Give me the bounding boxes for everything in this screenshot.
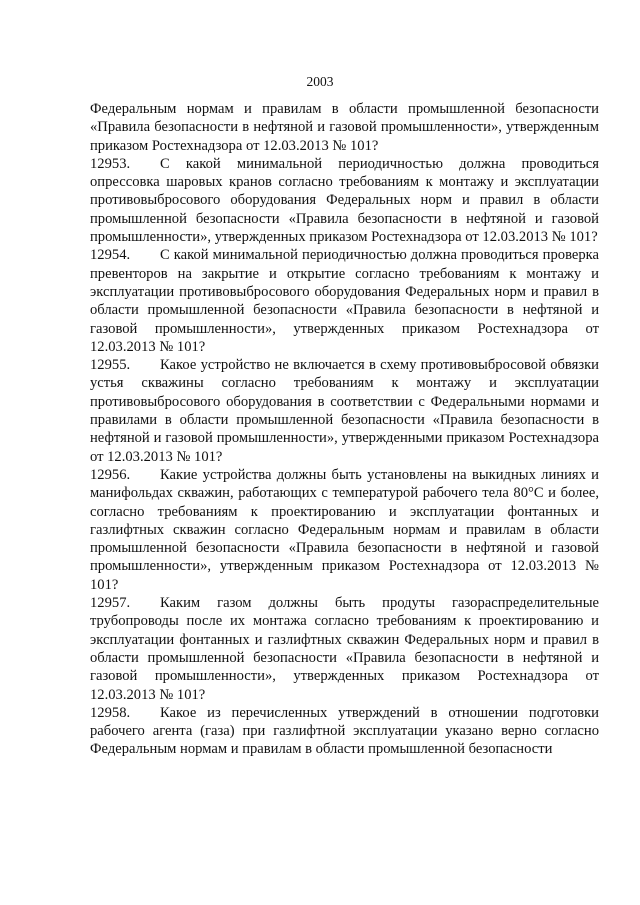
question-number: 12953. bbox=[90, 155, 131, 172]
question-text: С какой минимальной периодичностью должна проводиться опрессовка шаровых кранов согласно требованиям к монтажу и эксплуатации противовыбросового оборудования Федеральных норм и правил в области промышленной безопасности «Правила безопасности в нефтяной и газовой промышленности», утвержденных приказом Ростехнадзора от 12.03.2013 № 101? bbox=[90, 155, 599, 246]
question-number: 12956. bbox=[90, 466, 131, 483]
question-text: С какой минимальной периодичностью должна проводиться проверка превенторов на закрытие и открытие согласно требованиям к монтажу и эксплуатации противовыбросового оборудования Федеральных норм и правил в области промышленной безопасности «Правила безопасности в нефтяной и газовой промышленности», утвержденных приказом Ростехнадзора от 12.03.2013 № 101? bbox=[90, 247, 599, 355]
question-12956 bbox=[90, 466, 599, 594]
page-number: 2003 bbox=[306, 74, 334, 89]
question-12954 bbox=[90, 246, 599, 356]
question-number: 12957. bbox=[90, 595, 131, 612]
question-number: 12958. bbox=[90, 704, 131, 721]
question-12955 bbox=[90, 356, 599, 466]
question-12957 bbox=[90, 594, 599, 704]
question-text: Какое из перечисленных утверждений в отношении подготовки рабочего агента (газа) при газлифтной эксплуатации указано верно согласно Федеральным нормам и правилам в области промышленной безопасности bbox=[90, 704, 599, 758]
question-12958 bbox=[90, 704, 599, 759]
question-12953 bbox=[90, 155, 599, 246]
question-text: Какое устройство не включается в схему противовыбросовой обвязки устья скважины согласно требованиям к монтажу и эксплуатации противовыбросового оборудования в соответствии с Федеральными нормами и правилами в области промышленной безопасности «Правила безопасности в нефтяной и газовой промышленности», утвержденными приказом Ростехнадзора от 12.03.2013 № 101? bbox=[90, 357, 599, 465]
intro-paragraph: Федеральным нормам и правилам в области промышленной безопасности «Правила безопасности в нефтяной и газовой промышленности», утвержденным приказом Ростехнадзора от 12.03.2013 № 101? bbox=[90, 101, 599, 154]
document-body bbox=[90, 100, 599, 759]
question-number: 12955. bbox=[90, 357, 131, 374]
question-number: 12954. bbox=[90, 247, 131, 264]
question-text: Какие устройства должны быть установлены на выкидных линиях и манифольдах скважин, работающих с температурой рабочего тела 80°С и более, согласно требованиям к проектированию и эксплуатации фонтанных и газлифтных скважин согласно Федеральным нормам и правилам в области промышленной безопасности «Правила безопасности в нефтяной и газовой промышленности», утвержденным приказом Ростехнадзора от 12.03.2013 № 101? bbox=[90, 466, 599, 593]
question-text: Каким газом должны быть продуты газораспределительные трубопроводы после их монтажа согласно требованиям к проектированию и эксплуатации фонтанных и газлифтных скважин Федеральных норм и правил в области промышленной безопасности «Правила безопасности в нефтяной и газовой промышленности», утвержденных приказом Ростехнадзора от 12.03.2013 № 101? bbox=[90, 595, 599, 703]
